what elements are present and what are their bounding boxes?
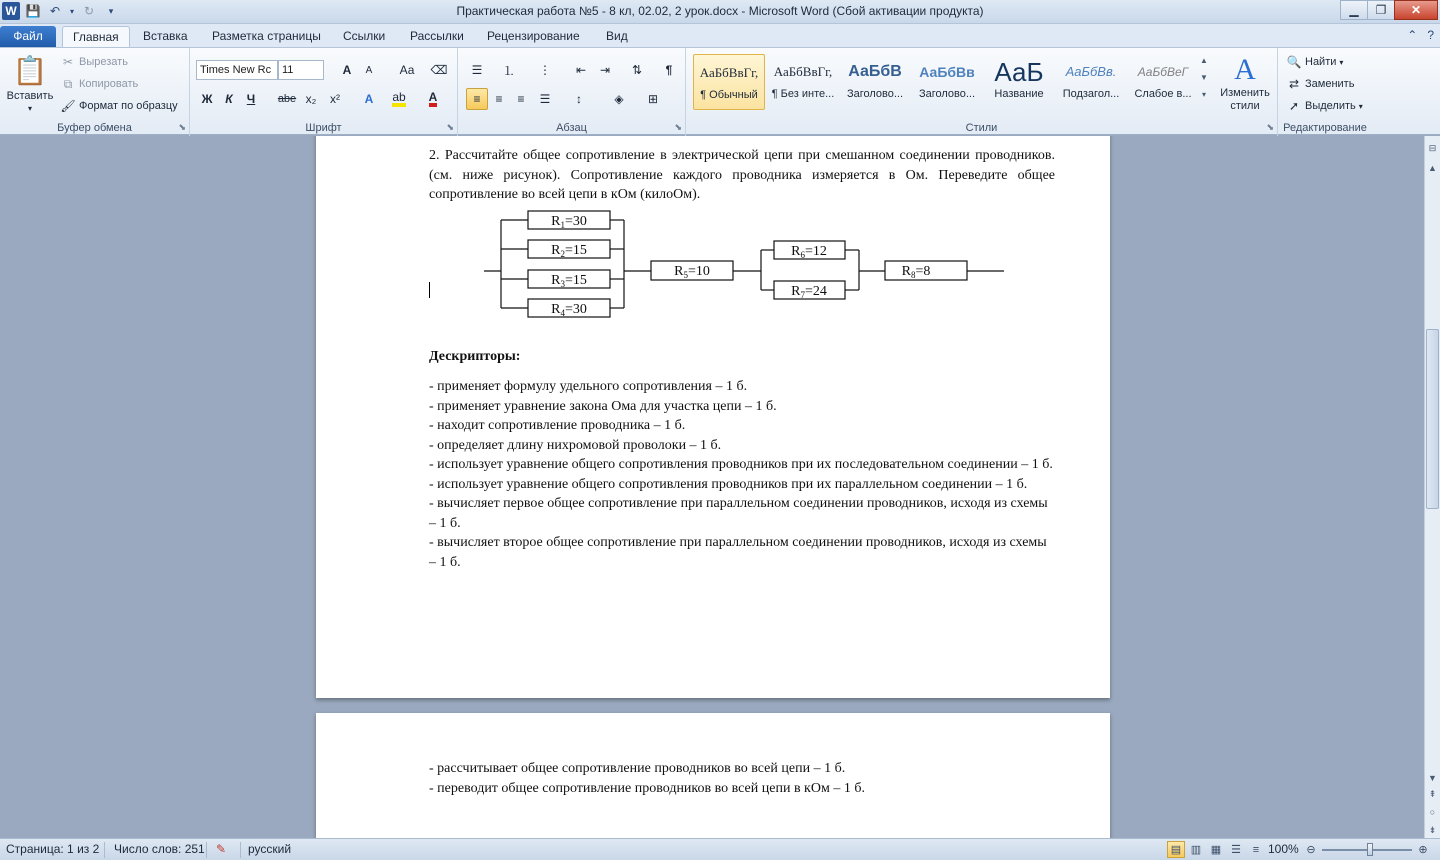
circuit-diagram: [476, 208, 1016, 320]
list-item: - рассчитывает общее сопротивление проводников во всей цепи – 1 б.: [429, 761, 846, 776]
descriptors-heading: Дескрипторы:: [429, 349, 521, 364]
highlight-icon[interactable]: ab: [388, 88, 410, 110]
status-bar: [0, 838, 1440, 860]
group-font: [190, 48, 458, 136]
previous-page-icon[interactable]: ⇞: [1428, 788, 1437, 799]
copy-button[interactable]: ⧉ Копировать: [60, 76, 138, 92]
r6-label: $R_6=12$: [791, 244, 827, 260]
underline-button[interactable]: Ч: [246, 92, 256, 106]
change-case-button[interactable]: Аа: [399, 63, 415, 77]
ribbon-tab-icons: [1407, 28, 1434, 42]
ruler-toggle-icon[interactable]: ⊟: [1428, 142, 1437, 153]
help-icon[interactable]: ?: [1427, 28, 1434, 42]
style-subtle-emphasis[interactable]: АаБбВеГ Слабое в...: [1134, 65, 1192, 100]
paragraph-launcher-icon[interactable]: ⬊: [674, 122, 682, 132]
bold-button[interactable]: Ж: [201, 92, 213, 106]
font-color-icon[interactable]: A: [422, 88, 444, 110]
style-gallery-scroll[interactable]: [1200, 56, 1208, 99]
minimize-ribbon-icon[interactable]: ⌃: [1407, 28, 1418, 42]
ribbon: [0, 47, 1440, 135]
paste-dropdown-icon: ▾: [27, 104, 32, 113]
status-word-count[interactable]: Число слов: 251: [114, 842, 205, 856]
restore-button[interactable]: ❐: [1367, 0, 1395, 20]
paste-button[interactable]: 📋 Вставить ▾: [6, 52, 54, 113]
find-button[interactable]: 🔍 Найти ▾: [1286, 55, 1344, 69]
text-effects-icon[interactable]: A: [364, 92, 374, 106]
r4-label: $R_4=30$: [551, 302, 587, 318]
window-controls: [1341, 0, 1438, 20]
styles-launcher-icon[interactable]: ⬊: [1266, 122, 1274, 132]
align-left-icon[interactable]: ≡: [466, 88, 488, 110]
tab-file[interactable]: Файл: [0, 26, 56, 48]
style-heading-1[interactable]: АаБбВ Заголово...: [846, 63, 904, 100]
change-styles-icon: A: [1234, 52, 1256, 86]
zoom-in-icon[interactable]: ⊕: [1418, 844, 1428, 856]
title-bar: [0, 0, 1440, 24]
multilevel-list-icon[interactable]: ⋮: [539, 63, 551, 77]
text-cursor: [429, 282, 430, 298]
r7-label: $R_7=24$: [791, 284, 827, 300]
print-layout-view-icon[interactable]: ▤: [1167, 841, 1185, 858]
descriptors-list[interactable]: [429, 377, 1055, 572]
scissors-icon: ✂: [62, 55, 74, 69]
r2-label: $R_2=15$: [551, 243, 587, 259]
shading-icon[interactable]: ◈: [614, 92, 624, 106]
sort-icon[interactable]: ⇅: [631, 63, 643, 77]
list-item: - вычисляет первое общее сопротивление при параллельном соединении проводников, исходя из схемы – 1 б.: [429, 496, 1048, 531]
list-item: - вычисляет второе общее сопротивление при параллельном соединении проводников, исходя из схемы – 1 б.: [429, 535, 1047, 570]
r3-label: $R_3=15$: [551, 273, 587, 289]
status-separator: [240, 842, 241, 858]
copy-icon: ⧉: [63, 76, 73, 91]
status-separator: [104, 842, 105, 858]
strikethrough-button[interactable]: abe: [277, 93, 297, 105]
status-page[interactable]: Страница: 1 из 2: [6, 842, 100, 856]
style-gallery: [693, 54, 1201, 112]
status-language[interactable]: русский: [248, 842, 292, 856]
shrink-font-button[interactable]: A: [365, 64, 373, 76]
r1-label: $R_1=30$: [551, 214, 587, 230]
page-1[interactable]: [316, 136, 1110, 698]
increase-indent-icon[interactable]: ⇥: [599, 63, 611, 77]
group-label-clipboard: Буфер обмена: [57, 122, 132, 134]
font-size-select[interactable]: 11: [278, 60, 324, 80]
vertical-scrollbar[interactable]: [1424, 136, 1440, 838]
show-marks-button[interactable]: ¶: [665, 63, 673, 77]
bullets-icon[interactable]: ☰: [471, 63, 483, 77]
select-button[interactable]: ➚ Выделить ▾: [1286, 98, 1363, 114]
page2-descriptors-list[interactable]: [429, 759, 1055, 798]
style-subtitle[interactable]: АаБбВв. Подзагол...: [1062, 64, 1120, 100]
tab-mailings[interactable]: Рассылки: [410, 29, 464, 43]
save-icon[interactable]: 💾: [25, 4, 41, 18]
web-layout-icon[interactable]: ▦: [1210, 844, 1222, 856]
align-right-icon[interactable]: ≡: [517, 92, 525, 106]
document-area[interactable]: [0, 136, 1424, 838]
group-paragraph: [458, 48, 686, 136]
decrease-indent-icon[interactable]: ⇤: [575, 63, 587, 77]
r8-label: $R_8=8$: [901, 264, 931, 280]
undo-icon[interactable]: ↶: [49, 4, 61, 18]
superscript-button[interactable]: x²: [330, 92, 340, 106]
group-label-paragraph: Абзац: [556, 122, 587, 134]
group-clipboard: [0, 48, 190, 136]
borders-icon[interactable]: ⊞: [647, 92, 659, 106]
tab-home[interactable]: Главная: [62, 26, 130, 48]
group-editing: [1278, 48, 1372, 136]
align-center-icon[interactable]: ≡: [495, 92, 503, 106]
tab-view[interactable]: Вид: [606, 29, 628, 43]
format-painter-button[interactable]: 🖌 Формат по образцу: [60, 99, 178, 113]
numbering-icon[interactable]: ⒈: [502, 63, 515, 78]
clipboard-launcher-icon[interactable]: ⬊: [178, 122, 186, 132]
group-label-font: Шрифт: [305, 122, 342, 134]
zoom-level[interactable]: 100%: [1268, 842, 1299, 856]
replace-button[interactable]: ⇄ Заменить: [1286, 76, 1354, 92]
zoom-out-icon[interactable]: ⊖: [1306, 844, 1316, 856]
group-label-editing: Редактирование: [1283, 122, 1367, 134]
window-title: Практическая работа №5 - 8 кл, 02.02, 2 урок.docx - Microsoft Word (Сбой активации продукта): [456, 4, 984, 18]
customize-qat-icon[interactable]: ▾: [108, 5, 114, 16]
r5-label: $R_5=10$: [674, 264, 710, 280]
draft-view-icon[interactable]: ≡: [1252, 843, 1260, 856]
find-dropdown-icon: ▾: [1339, 57, 1344, 67]
line-spacing-icon[interactable]: ↕: [576, 92, 582, 106]
list-item: - определяет длину нихромовой проволоки – 1 б.: [429, 437, 722, 453]
brush-icon: 🖌: [60, 99, 76, 113]
ribbon-tabs: [0, 24, 1440, 48]
justify-icon[interactable]: ☰: [539, 92, 551, 106]
scroll-up-icon[interactable]: ▲: [1428, 163, 1437, 173]
page-2[interactable]: [316, 713, 1110, 838]
gallery-up-icon[interactable]: ▲: [1200, 56, 1208, 65]
subscript-button[interactable]: x₂: [305, 92, 317, 106]
list-item: - использует уравнение общего сопротивления проводников при их параллельном соединении – 1 б.: [429, 476, 1028, 492]
undo-dropdown-icon[interactable]: ▾: [69, 6, 74, 16]
list-item: - применяет уравнение закона Ома для участка цепи – 1 б.: [429, 398, 777, 414]
zoom-slider-thumb[interactable]: [1367, 843, 1373, 856]
list-item: - переводит общее сопротивление проводников во всей цепи в кОм – 1 б.: [429, 780, 865, 796]
close-button[interactable]: ✕: [1394, 0, 1438, 20]
proofing-icon[interactable]: ✎: [216, 842, 227, 856]
cut-button[interactable]: ✂ Вырезать: [60, 54, 128, 70]
italic-button[interactable]: К: [225, 92, 233, 106]
next-page-icon[interactable]: ⇟: [1428, 824, 1437, 835]
clear-formatting-icon[interactable]: ⌫: [430, 63, 448, 77]
grow-font-button[interactable]: A: [342, 63, 352, 77]
clipboard-paste-icon: 📋: [12, 54, 48, 86]
change-styles-button[interactable]: A Изменить стили: [1220, 52, 1270, 112]
style-heading-2[interactable]: АаБбВв Заголово...: [918, 64, 976, 100]
gallery-down-icon[interactable]: ▼: [1200, 73, 1208, 82]
full-screen-reading-icon[interactable]: ▥: [1190, 844, 1202, 856]
minimize-button[interactable]: ▁: [1340, 0, 1368, 20]
task-paragraph[interactable]: 2. Рассчитайте общее сопротивление в электрической цепи при смешанном соединении проводников. (см. ниже рисунок). Сопротивление каждого проводника измеряется в Ом. Переведите общее сопротивление во всей цепи в кОм (килоОм).: [429, 148, 1055, 202]
tab-insert[interactable]: Вставка: [143, 29, 188, 43]
cursor-arrow-icon: ➚: [1288, 99, 1300, 113]
browse-object-icon[interactable]: ○: [1429, 807, 1436, 817]
replace-icon: ⇄: [1288, 77, 1300, 91]
gallery-more-icon[interactable]: ▾: [1201, 90, 1206, 99]
list-item: - применяет формулу удельного сопротивления – 1 б.: [429, 379, 748, 394]
font-launcher-icon[interactable]: ⬊: [446, 122, 454, 132]
scroll-down-icon[interactable]: ▼: [1428, 773, 1437, 783]
tab-review[interactable]: Рецензирование: [487, 29, 580, 43]
style-no-spacing[interactable]: АаБбВвГг, ¶ Без инте...: [771, 64, 835, 100]
word-app-icon[interactable]: W: [2, 2, 20, 20]
list-item: - находит сопротивление проводника – 1 б.: [429, 418, 686, 433]
binoculars-icon: 🔍: [1286, 55, 1302, 69]
list-item: - использует уравнение общего сопротивления проводников при их последовательном соединении – 1 б.: [429, 457, 1053, 472]
group-label-styles: Стили: [965, 122, 998, 134]
tab-references[interactable]: Ссылки: [343, 29, 386, 43]
status-separator: [206, 842, 207, 858]
select-dropdown-icon: ▾: [1358, 101, 1363, 111]
outline-view-icon[interactable]: ☰: [1231, 844, 1241, 856]
style-title[interactable]: АаБ Название: [994, 57, 1044, 100]
style-normal[interactable]: АаБбВвГг, ¶ Обычный: [693, 54, 765, 110]
redo-icon[interactable]: ↻: [83, 4, 95, 18]
scroll-thumb[interactable]: [1426, 329, 1439, 509]
tab-page-layout[interactable]: Разметка страницы: [212, 29, 321, 43]
font-family-select[interactable]: Times New Rc: [196, 60, 278, 80]
